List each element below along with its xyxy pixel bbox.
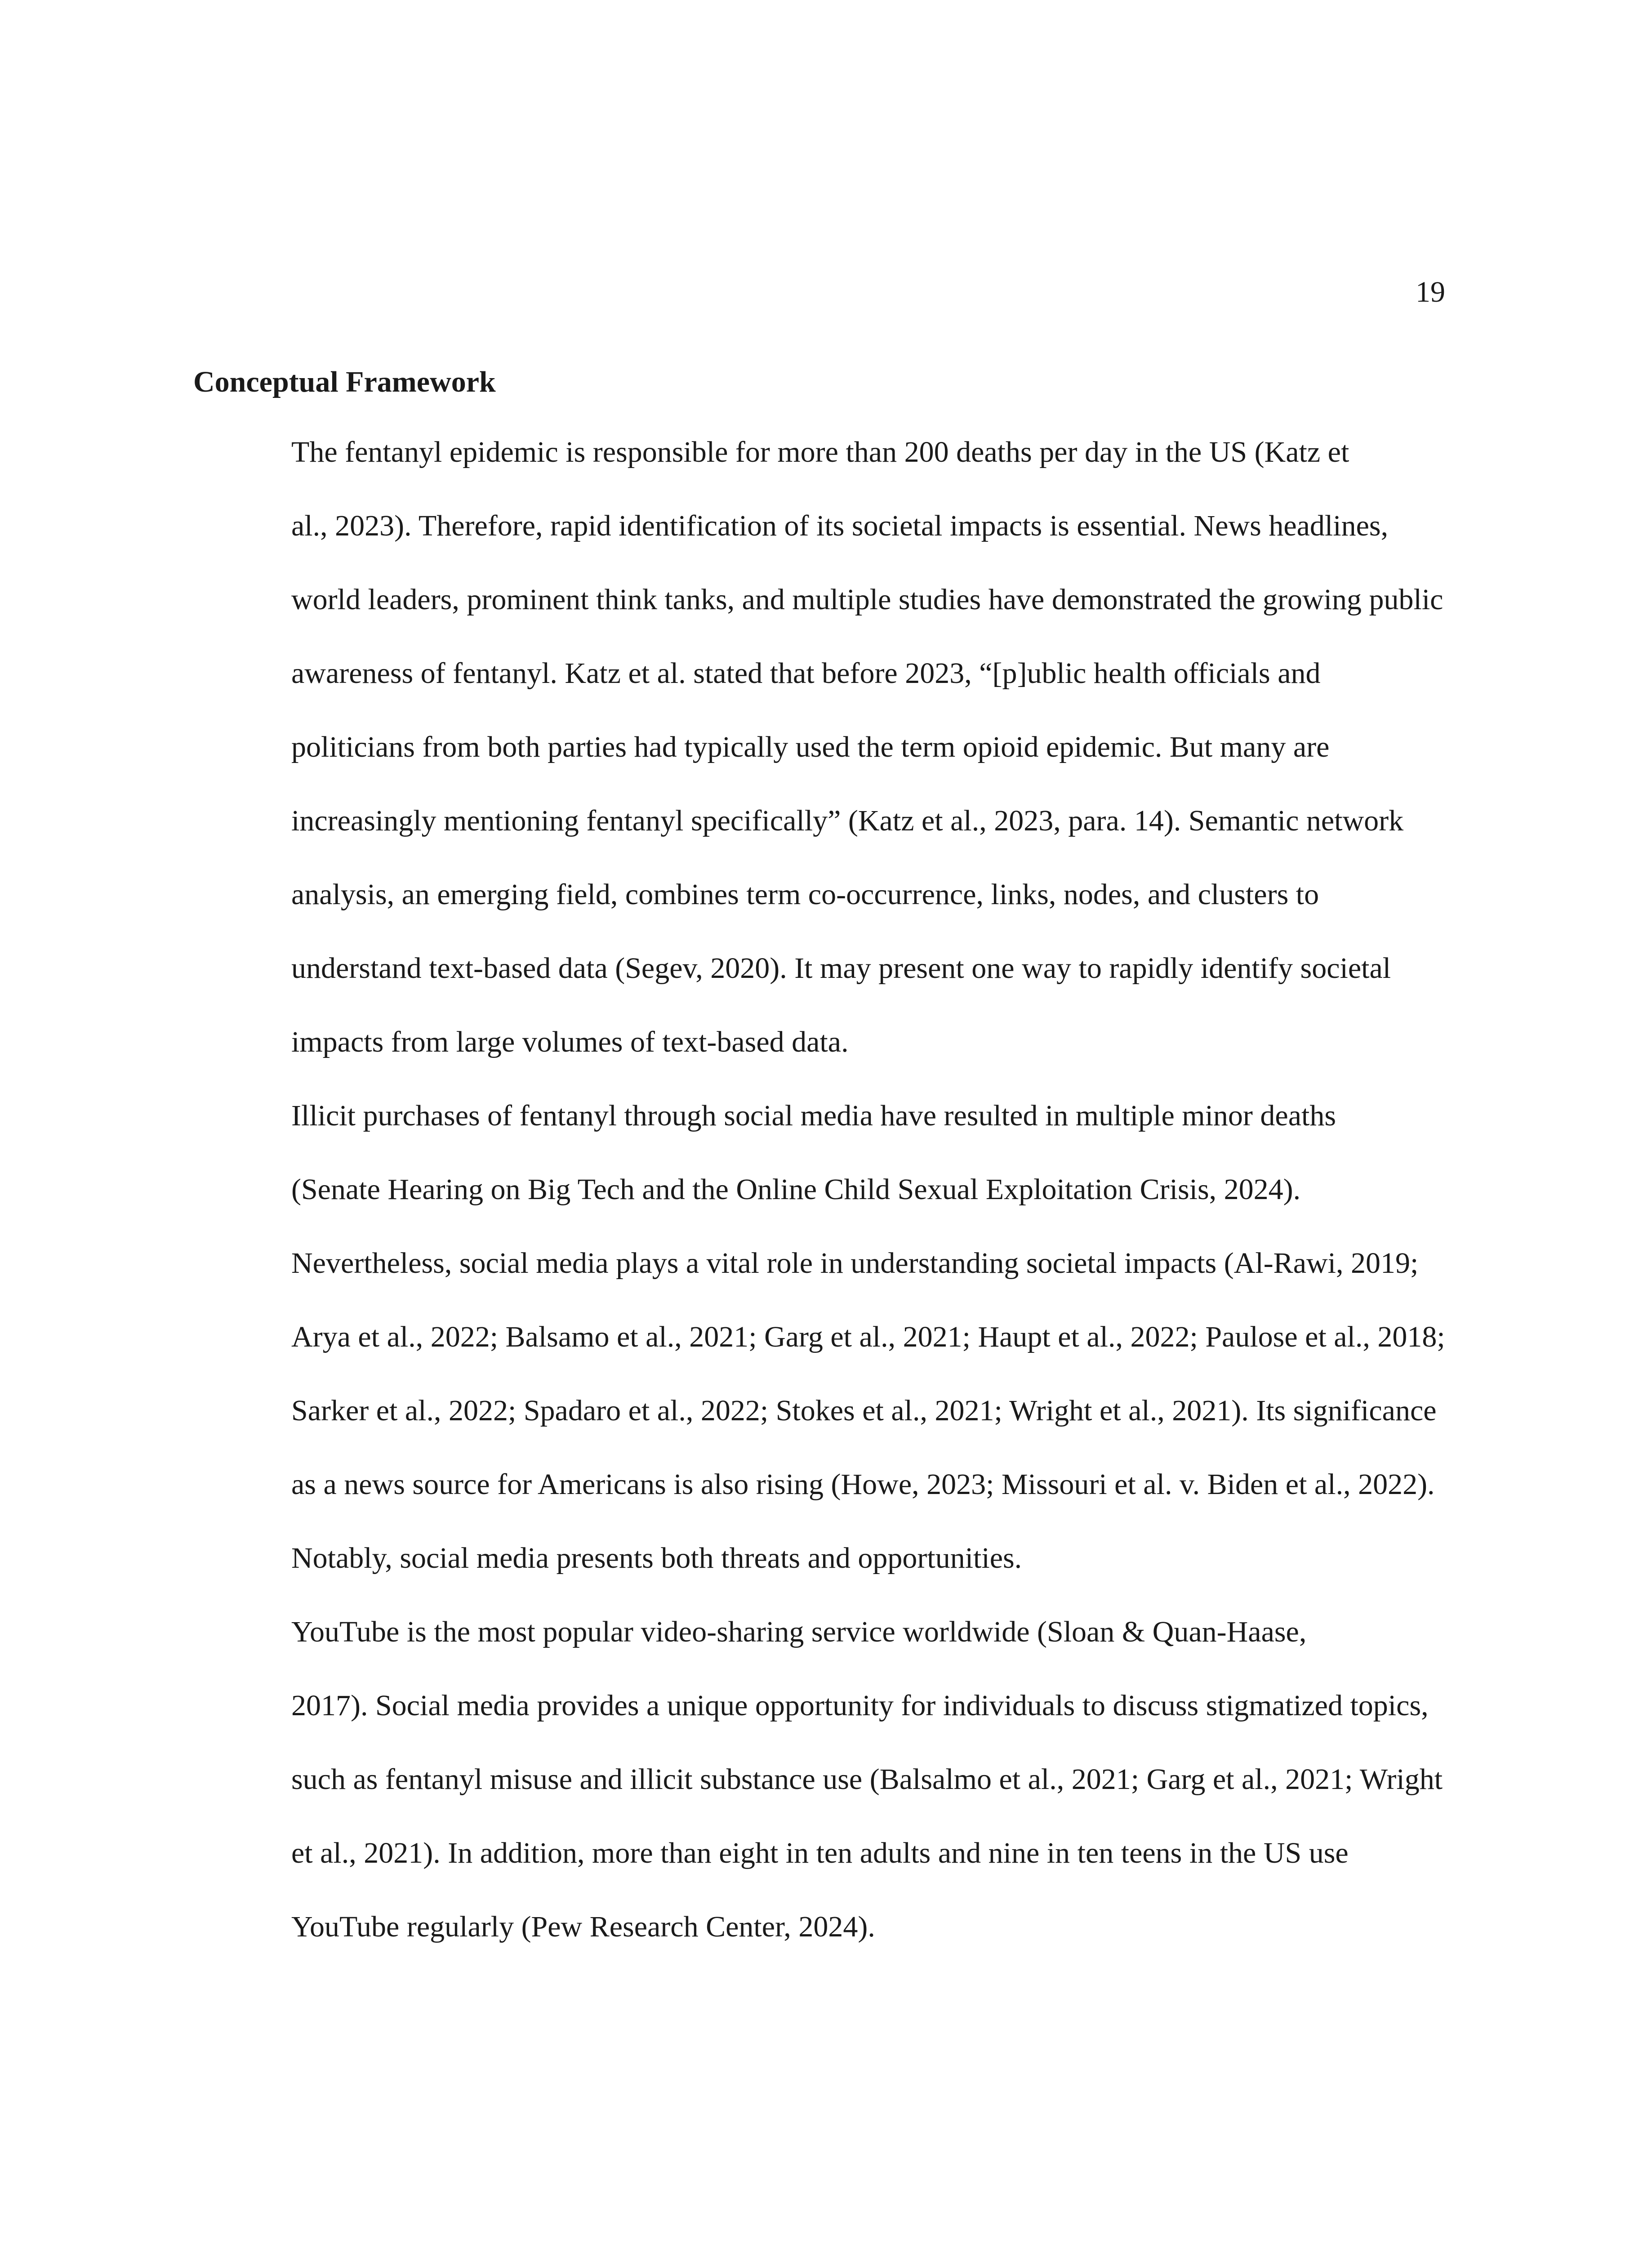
text-line: al., 2023). Therefore, rapid identification of its societal impacts is essential. News headlines,: [291, 509, 1389, 542]
paragraph-3: [193, 1595, 1456, 1964]
text-line: YouTube regularly (Pew Research Center, 2024).: [291, 1910, 875, 1943]
text-line: as a news source for Americans is also rising (Howe, 2023; Missouri et al. v. Biden et al., 2022).: [291, 1468, 1435, 1501]
section-heading: Conceptual Framework: [193, 366, 496, 398]
text-line: awareness of fentanyl. Katz et al. stated that before 2023, “[p]ublic health officials and: [291, 657, 1321, 690]
text-line: Illicit purchases of fentanyl through social media have resulted in multiple minor deaths: [291, 1099, 1336, 1132]
text-line: 2017). Social media provides a unique opportunity for individuals to discuss stigmatized topics,: [291, 1689, 1429, 1722]
page-number: 19: [1416, 276, 1445, 308]
text-line: understand text-based data (Segev, 2020). It may present one way to rapidly identify societal: [291, 952, 1391, 985]
text-line: impacts from large volumes of text-based data.: [291, 1026, 849, 1058]
paragraph-2: [193, 1079, 1456, 1595]
text-line: world leaders, prominent think tanks, and multiple studies have demonstrated the growing public: [291, 583, 1443, 616]
text-line: YouTube is the most popular video-sharing service worldwide (Sloan & Quan-Haase,: [291, 1615, 1307, 1648]
text-line: politicians from both parties had typically used the term opioid epidemic. But many are: [291, 731, 1330, 763]
text-line: The fentanyl epidemic is responsible for more than 200 deaths per day in the US (Katz et: [291, 436, 1349, 468]
document-body: [193, 360, 1456, 1964]
text-line: et al., 2021). In addition, more than eight in ten adults and nine in ten teens in the US use: [291, 1837, 1349, 1869]
text-line: (Senate Hearing on Big Tech and the Online Child Sexual Exploitation Crisis, 2024).: [291, 1173, 1301, 1206]
text-line: such as fentanyl misuse and illicit substance use (Balsalmo et al., 2021; Garg et al., 2021; Wright: [291, 1763, 1443, 1796]
text-line: Nevertheless, social media plays a vital role in understanding societal impacts (Al-Rawi, 2019;: [291, 1247, 1419, 1280]
paragraph-1: [193, 415, 1456, 1079]
text-line: Notably, social media presents both threats and opportunities.: [291, 1542, 1022, 1574]
text-line: analysis, an emerging field, combines term co-occurrence, links, nodes, and clusters to: [291, 878, 1319, 911]
text-line: Arya et al., 2022; Balsamo et al., 2021; Garg et al., 2021; Haupt et al., 2022; Paulose et al., 2018;: [291, 1320, 1445, 1353]
text-line: Sarker et al., 2022; Spadaro et al., 2022; Stokes et al., 2021; Wright et al., 2021). Its significance: [291, 1394, 1437, 1427]
text-line: increasingly mentioning fentanyl specifically” (Katz et al., 2023, para. 14). Semantic network: [291, 804, 1404, 837]
